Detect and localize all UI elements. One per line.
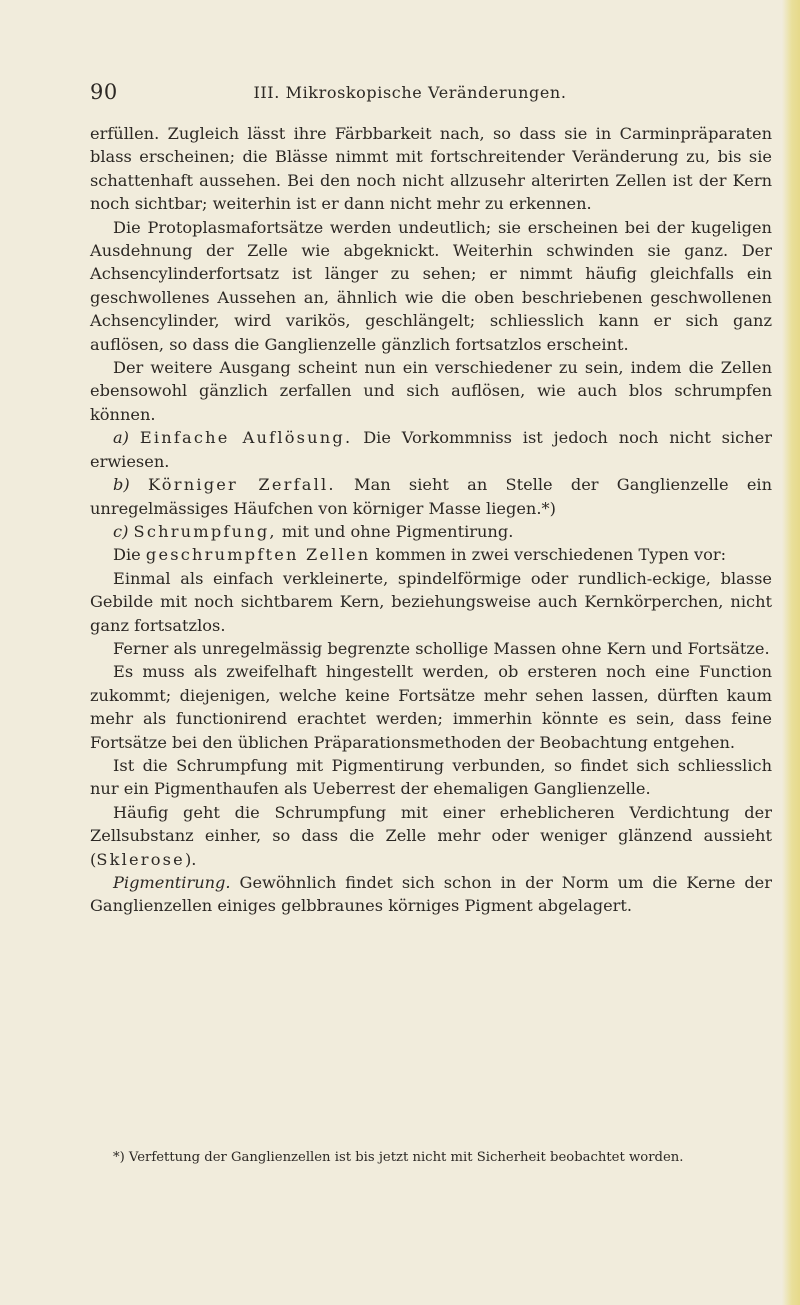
item-text: Gewöhnlich findet sich schon in der Norm um die Kerne der Ganglienzellen einiges gelbbraunes körniges Pigment abgelagert. [90, 873, 772, 916]
lead-text: Die [113, 545, 141, 565]
item-text: Man sieht an Stelle der Ganglienzelle ein unregelmässiges Häufchen von körniger Masse liegen.*) [90, 475, 772, 518]
list-marker: c) [113, 521, 129, 541]
list-marker: a) [113, 428, 129, 448]
paragraph: Es muss als zweifelhaft hingestellt werden, ob ersteren noch eine Function zukommt; diejenigen, welche keine Fortsätze mehr sehen lassen, dürften kaum mehr als functionirend erachtet werden; immerhin könnte es sein, dass feine Fortsätze bei den üblichen Präparationsmethoden der Beobachtung entgehen. [90, 662, 772, 752]
page-edge [782, 0, 800, 1305]
paragraph: Die Protoplasmafortsätze werden undeutlich; sie erscheinen bei der kugeligen Ausdehnung der Zelle wie abgeknickt. Weiterhin schwinden sie ganz. Der Achsencylinderfortsatz ist länger zu sehen; er nimmt häufig gleichfalls ein geschwollenes Aussehen an, ähnlich wie die oben beschriebenen geschwollenen Achsencylinder, wird varikös, geschlängelt; schliesslich kann er sich ganz auflösen, so dass die Ganglienzelle gänzlich fortsatzlos erscheint. [90, 217, 772, 354]
term: Sklerose [96, 849, 185, 869]
running-head: III. Mikroskopische Veränderungen. [253, 83, 567, 102]
list-item-a [90, 426, 772, 473]
paragraph: Einmal als einfach verkleinerte, spindelförmige oder rundlich-eckige, blasse Gebilde mit noch sichtbarem Kern, beziehungsweise auch Kernkörperchen, nicht ganz fortsatzlos. [90, 568, 772, 635]
item-text: kommen in zwei verschiedenen Typen vor: [375, 545, 727, 565]
item-text: mit und ohne Pigmentirung. [281, 521, 514, 541]
term: Körniger Zerfall. [147, 475, 336, 495]
body-text [90, 122, 772, 918]
term: Schrumpfung, [133, 521, 277, 541]
paragraph [90, 801, 772, 871]
footnote-text: *) Verfettung der Ganglienzellen ist bis jetzt nicht mit Sicherheit beobachtet worden. [113, 1150, 684, 1165]
page-number: 90 [90, 80, 118, 104]
list-marker: b) [113, 475, 130, 495]
term: Einfache Auflösung. [139, 428, 353, 448]
paragraph: Ist die Schrumpfung mit Pigmentirung verbunden, so findet sich schliesslich nur ein Pigmenthaufen als Ueberrest der ehemaligen Ganglienzelle. [90, 755, 772, 799]
page-header [90, 80, 730, 106]
paragraph: erfüllen. Zugleich lässt ihre Färbbarkeit nach, so dass sie in Carminpräparaten blass erscheinen; die Blässe nimmt mit fortschreitender Veränderung zu, bis sie schattenhaft aussehen. Bei den noch nicht allzusehr alterirten Zellen ist der Kern noch sichtbar; weiterhin ist er dann nicht mehr zu erkennen. [90, 124, 772, 214]
term: Pigmentirung. [113, 873, 231, 892]
paragraph: Ferner als unregelmässig begrenzte schollige Massen ohne Kern und Fortsätze. [113, 638, 770, 658]
paragraph: Der weitere Ausgang scheint nun ein verschiedener zu sein, indem die Zellen ebensowohl gänzlich zerfallen und sich auflösen, wie auch blos schrumpfen können. [90, 358, 772, 424]
item-text: Die Vorkommniss ist jedoch noch nicht sicher erwiesen. [90, 428, 772, 471]
list-item-b [90, 473, 772, 520]
paragraph [90, 871, 772, 918]
paragraph [90, 543, 772, 566]
term: geschrumpften Zellen [145, 545, 371, 565]
list-item-c [90, 520, 772, 543]
lead-text: Häufig geht die Schrumpfung mit einer erheblicheren Verdichtung der Zellsubstanz einher, so dass die Zelle mehr oder weniger glänzend aussieht ( [90, 802, 772, 869]
item-text: ). [184, 849, 197, 869]
footnote [90, 1148, 772, 1167]
